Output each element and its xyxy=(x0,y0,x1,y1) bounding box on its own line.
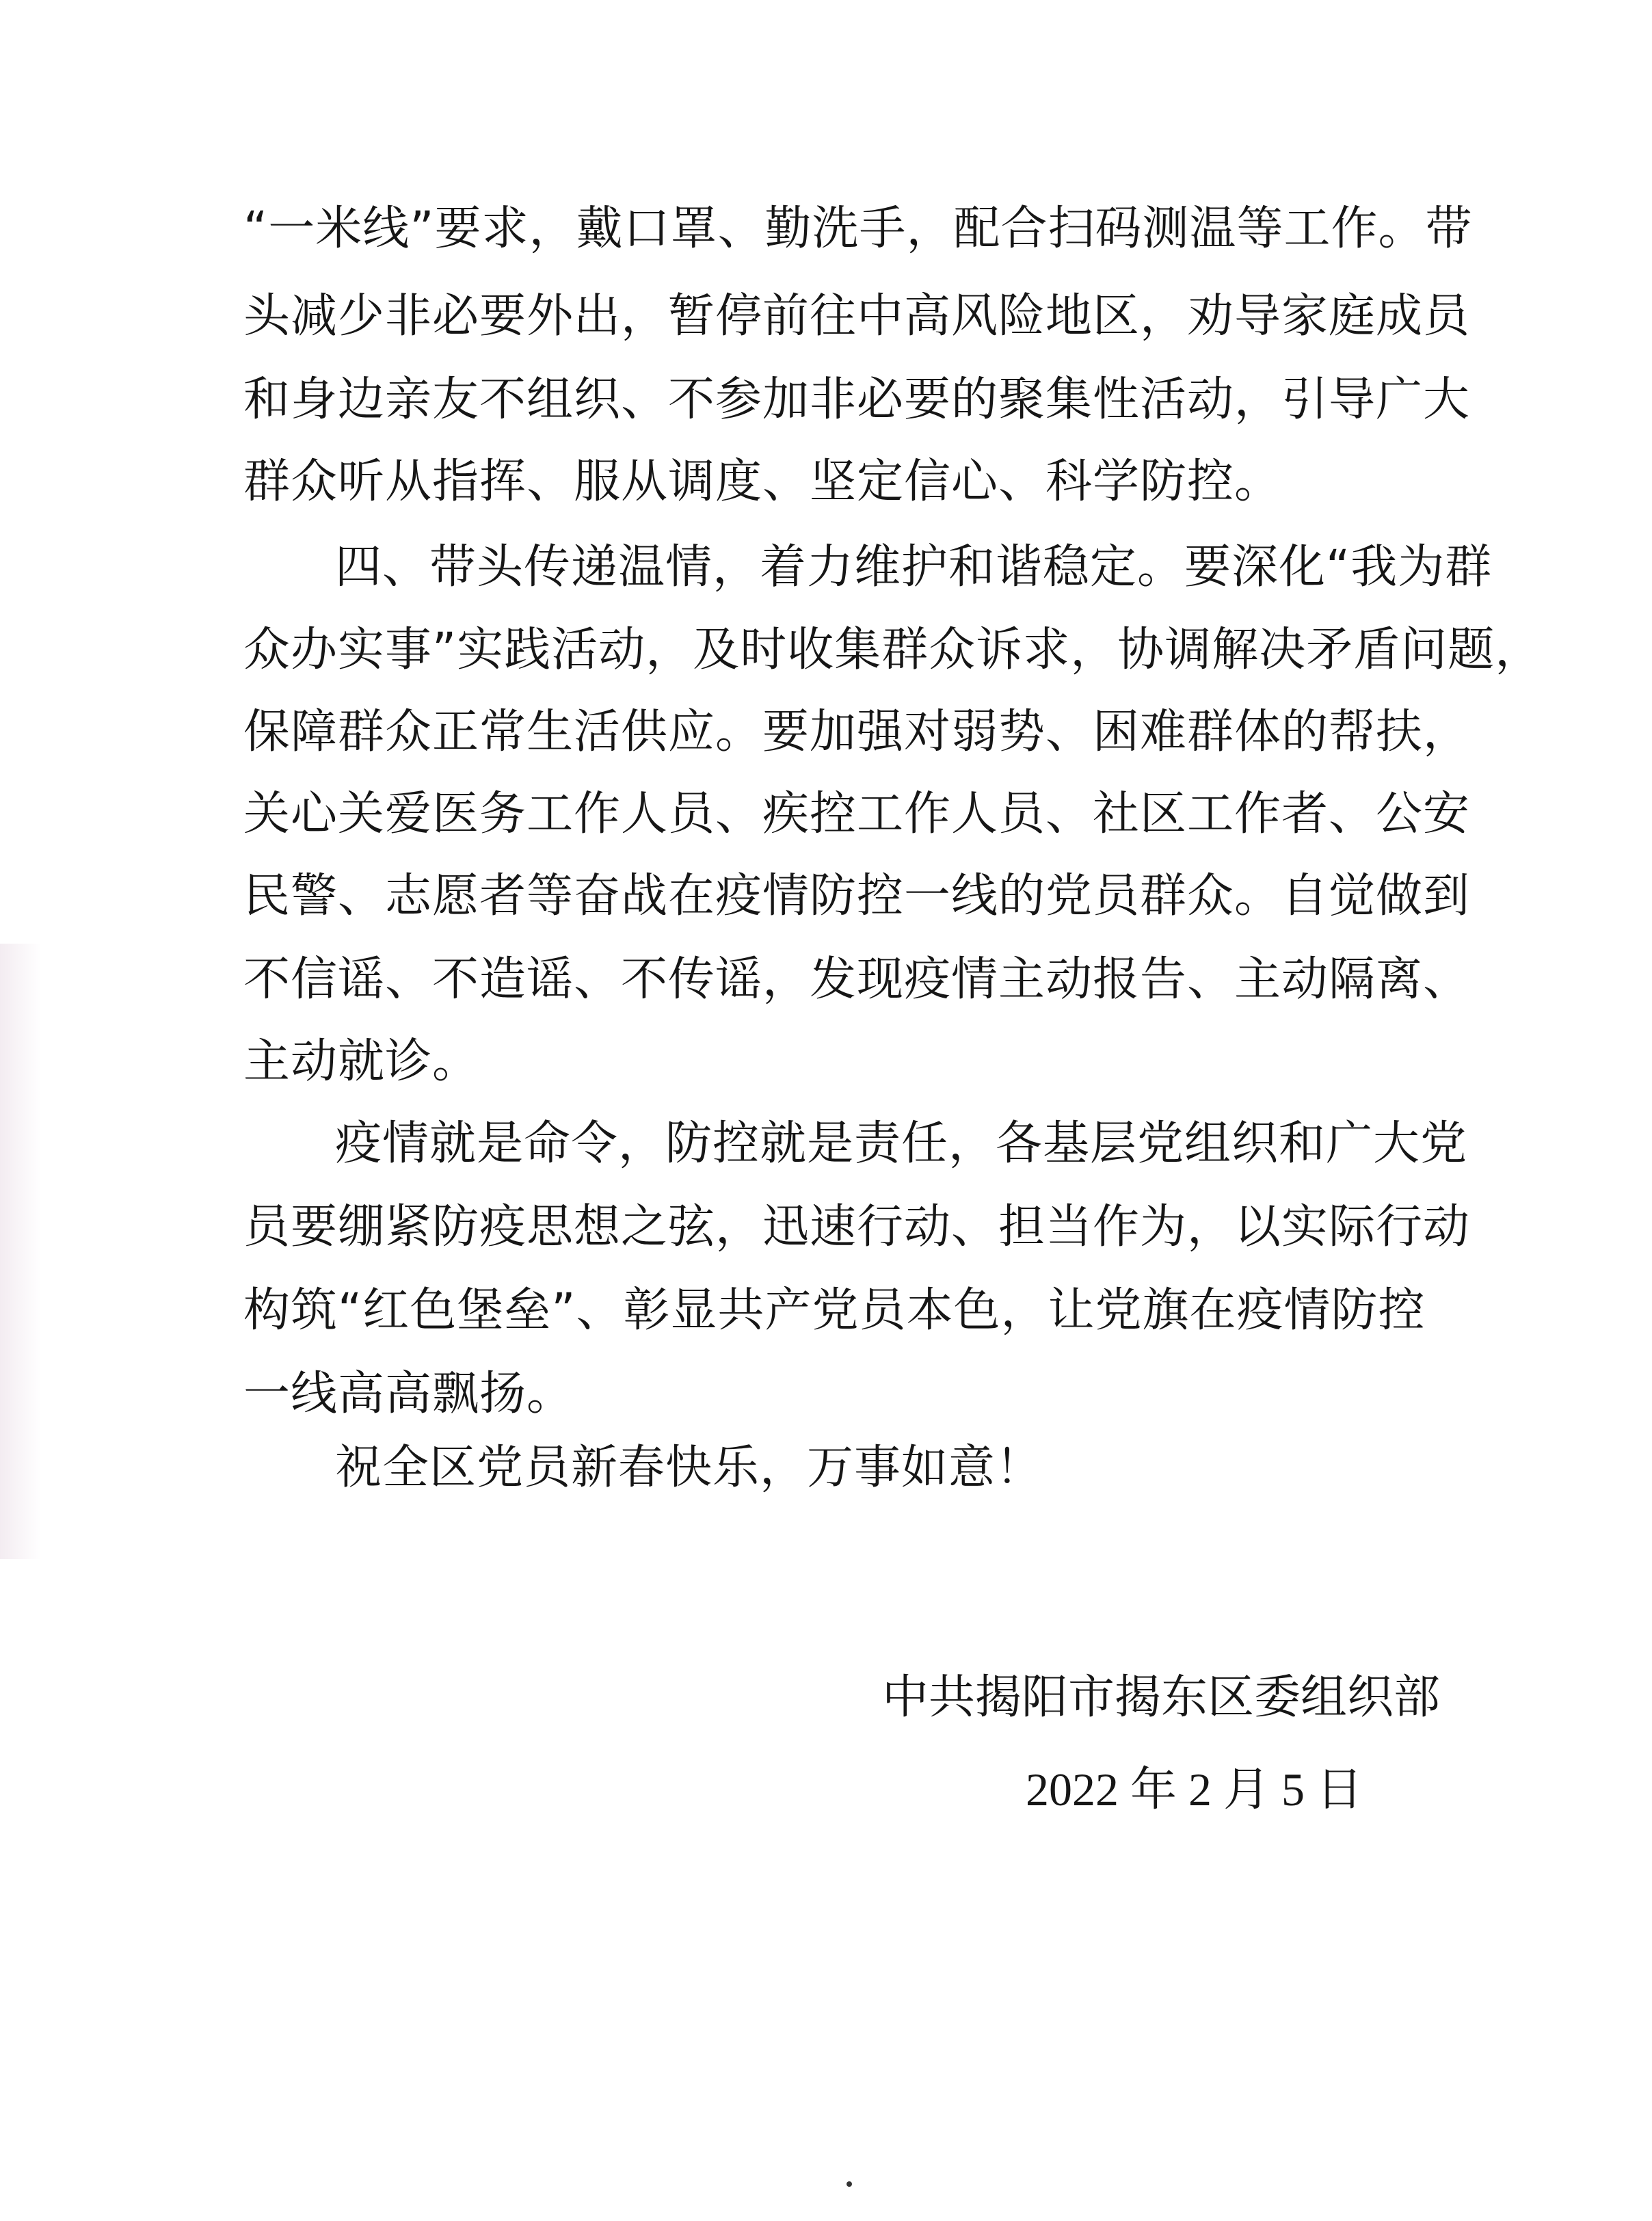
body-line: 众办实事”实践活动，及时收集群众诉求，协调解决矛盾问题， xyxy=(243,623,1543,677)
body-line: 群众听从指挥、服从调度、坚定信心、科学防控。 xyxy=(243,455,1282,509)
scan-edge-shadow xyxy=(0,944,41,1559)
body-line: 一线高高飘扬。 xyxy=(243,1367,574,1421)
page-mark-dot xyxy=(847,2181,852,2187)
body-line: 四、带头传递温情，着力维护和谐稳定。要深化“我为群 xyxy=(335,540,1493,594)
body-line: 主动就诊。 xyxy=(243,1035,480,1089)
body-line: “一米线”要求，戴口罩、勤洗手，配合扫码测温等工作。带 xyxy=(243,202,1473,256)
body-line: 保障群众正常生活供应。要加强对弱势、困难群体的帮扶， xyxy=(243,705,1471,759)
body-line: 头减少非必要外出，暂停前往中高风险地区，劝导家庭成员 xyxy=(243,289,1471,343)
body-line: 员要绷紧防疫思想之弦，迅速行动、担当作为，以实际行动 xyxy=(243,1200,1471,1254)
body-line: 关心关爱医务工作人员、疾控工作人员、社区工作者、公安 xyxy=(243,787,1471,841)
body-line: 民警、志愿者等奋战在疫情防控一线的党员群众。自觉做到 xyxy=(243,869,1471,923)
body-line: 和身边亲友不组织、不参加非必要的聚集性活动，引导广大 xyxy=(243,373,1471,427)
body-line: 构筑“红色堡垒”、彰显共产党员本色，让党旗在疫情防控 xyxy=(243,1284,1426,1338)
greeting-line: 祝全区党员新春快乐，万事如意！ xyxy=(335,1441,1043,1495)
body-line: 不信谣、不造谣、不传谣，发现疫情主动报告、主动隔离、 xyxy=(243,953,1471,1007)
body-line: 疫情就是命令，防控就是责任，各基层党组织和广大党 xyxy=(335,1117,1468,1171)
signature-date: 2022 年 2 月 5 日 xyxy=(1026,1764,1363,1816)
signature-organization: 中共揭阳市揭东区委组织部 xyxy=(882,1671,1441,1725)
